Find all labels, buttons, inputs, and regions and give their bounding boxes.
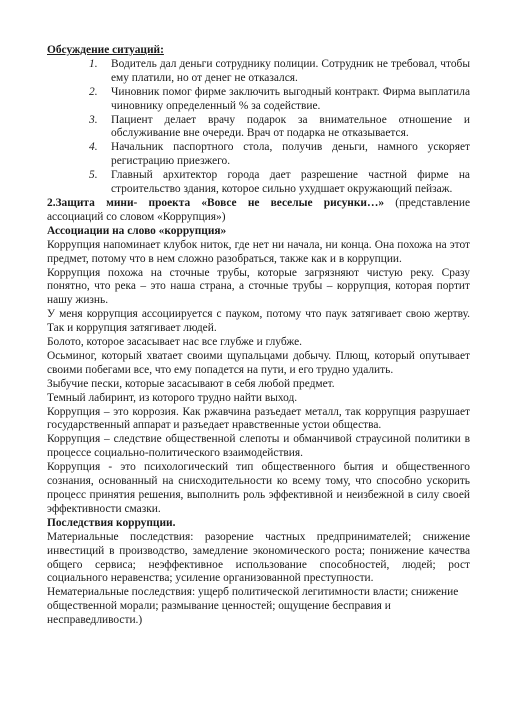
- list-item-text: Чиновник помог фирме заключить выгодный контракт. Фирма выплатила чиновнику определенный % за содействие.: [111, 85, 470, 112]
- project-title: 2.Защита мини- проекта «Вовсе не веселые рисунки…»: [47, 196, 385, 209]
- consequences-paragraph: Нематериальные последствия: ущерб политической легитимности власти; снижение общественной морали; размывание ценностей; ощущение бесправия и несправедливости.): [47, 586, 459, 627]
- list-item: [89, 169, 470, 197]
- list-item-text: Пациент делает врачу подарок за внимательное отношение и обслуживание вне очереди. Врач от подарка не отказывается.: [111, 113, 470, 140]
- association-paragraph: Зыбучие пески, которые засасывают в себя любой предмет.: [47, 377, 335, 390]
- association-paragraph: Коррупция похожа на сточные трубы, которые загрязняют чистую реку. Сразу понятно, что река – это наша страна, а сточные трубы – коррупция, которая портит нашу жизнь.: [47, 266, 470, 307]
- project-description: (представление ассоциаций со словом «Коррупция»): [47, 196, 470, 223]
- consequences-heading: Последствия коррупции.: [47, 516, 176, 529]
- association-paragraph: Коррупция - это психологический тип общественного бытия и общественного сознания, основанный на снисходительности ко всему тому, что способно ускорить процесс принятия решения, выполнить роль эффективной и неизбежной в силу своей эффективности смазки.: [47, 461, 470, 515]
- list-item-text: Главный архитектор города дает разрешение частной фирме на строительство здания, которое сильно ухудшает окружающий пейзаж.: [111, 169, 470, 196]
- association-paragraph: Осьминог, который хватает своими щупальцами добычу. Плющ, который опутывает своими побегами все, что ему попадется на пути, и его трудно удалить.: [47, 349, 470, 376]
- association-paragraph: Болото, которое засасывает нас все глубже и глубже.: [47, 336, 302, 349]
- situations-heading: Обсуждение ситуаций:: [47, 44, 164, 56]
- list-item-number: 5.: [89, 169, 98, 182]
- list-item: [89, 86, 470, 114]
- association-paragraph: У меня коррупция ассоциируется с пауком, потому что паук затягивает свою жертву. Так и коррупция затягивает людей.: [47, 308, 470, 335]
- situations-list: [47, 58, 470, 197]
- list-item-text: Начальник паспортного стола, получив деньги, намного ускоряет регистрацию приезжего.: [111, 141, 470, 168]
- association-paragraph: Коррупция напоминает клубок ниток, где нет ни начала, ни конца. Она похожа на этот предмет, потому что в нем сложно разобраться, также как и в коррупции.: [47, 238, 470, 265]
- list-item-number: 4.: [89, 141, 98, 154]
- list-item: [89, 58, 470, 86]
- association-paragraph: Коррупция – это коррозия. Как ржавчина разъедает металл, так коррупция разрушает государственный аппарат и разъедает нравственные устои общества.: [47, 405, 470, 432]
- consequences-paragraph: Материальные последствия: разорение частных предпринимателей; снижение инвестиций в производство, замедление экономического роста; понижение качества общего сервиса; неэффективное использование способностей, людей; рост социального неравенства; усиление организованной преступности.: [47, 530, 470, 585]
- project-section: [47, 197, 470, 225]
- list-item-text: Водитель дал деньги сотруднику полиции. Сотрудник не требовал, чтобы ему платили, но от денег не отказался.: [111, 57, 470, 84]
- list-item: [89, 114, 470, 142]
- list-item-number: 3.: [89, 113, 98, 126]
- association-paragraph: Темный лабиринт, из которого трудно найти выход.: [47, 391, 298, 404]
- associations-heading: Ассоциации на слово «коррупция»: [47, 224, 227, 237]
- list-item-number: 2.: [89, 85, 98, 98]
- list-item-number: 1.: [89, 57, 98, 70]
- list-item: [89, 141, 470, 169]
- association-paragraph: Коррупция – следствие общественной слепоты и обманчивой страусиной политики в процессе социально-политического взаимодействия.: [47, 433, 470, 460]
